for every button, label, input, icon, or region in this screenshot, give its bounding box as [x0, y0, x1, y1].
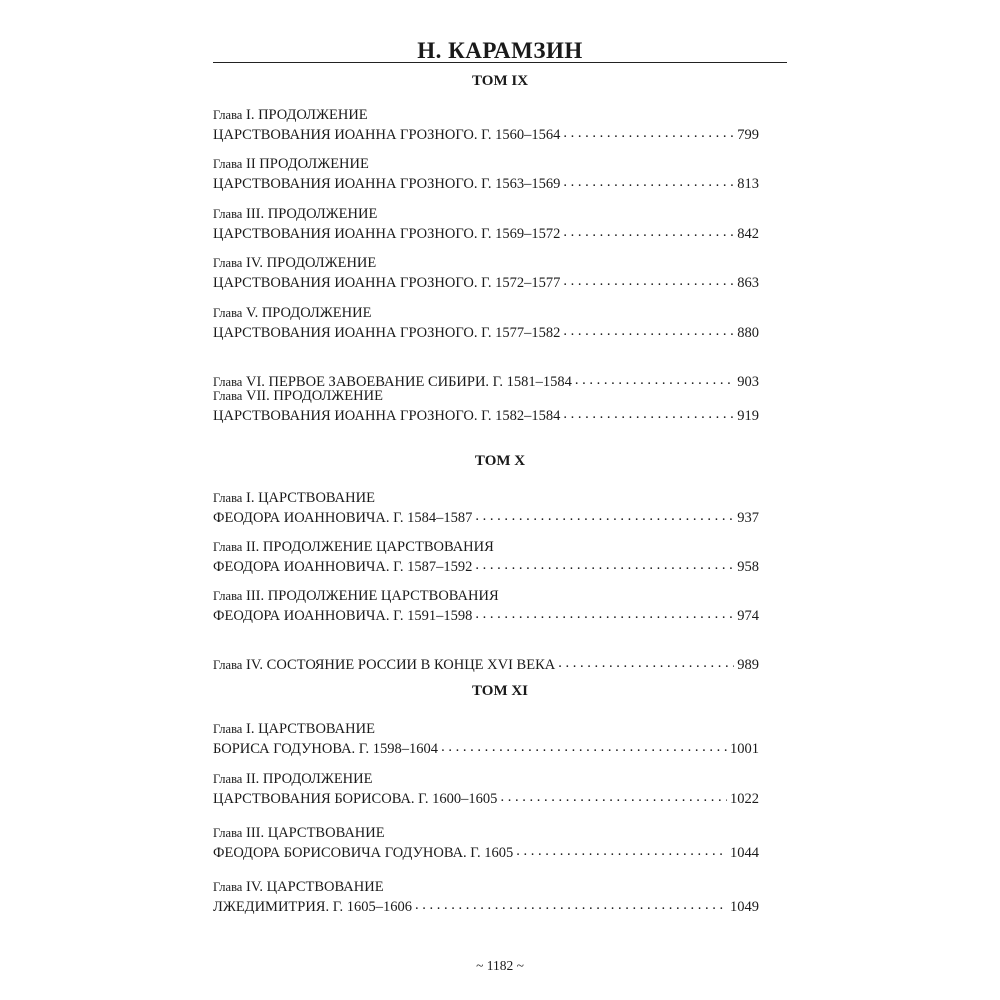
page-header: [213, 38, 787, 64]
chapter-label: I. ЦАРСТВОВАНИЕ: [245, 490, 375, 506]
entry-heading: [213, 878, 759, 896]
entry-page-number: 842: [737, 225, 759, 242]
entry-page-number: 1022: [730, 790, 759, 807]
toc-entry[interactable]: [213, 587, 759, 625]
dot-leader: [475, 556, 734, 571]
entry-title: БОРИСА ГОДУНОВА. Г. 1598–1604: [213, 740, 439, 757]
chapter-label: III. ПРОДОЛЖЕНИЕ ЦАРСТВОВАНИЯ: [245, 588, 499, 604]
toc-entry[interactable]: [213, 304, 759, 342]
entry-heading: [213, 106, 759, 124]
entry-title-line: [213, 124, 759, 144]
entry-title-line: [213, 605, 759, 625]
dot-leader: [575, 371, 734, 386]
entry-title: ЦАРСТВОВАНИЯ ИОАННА ГРОЗНОГО. Г. 1572–1577: [213, 274, 561, 291]
entry-title-line: [213, 223, 759, 243]
dot-leader: [415, 896, 727, 911]
dot-leader: [563, 272, 734, 287]
chapter-label: V. ПРОДОЛЖЕНИЕ: [245, 305, 372, 321]
entry-title: ЛЖЕДИМИТРИЯ. Г. 1605–1606: [213, 898, 412, 915]
entry-title-line: [213, 738, 759, 758]
dot-leader: [475, 605, 734, 620]
chapter-label: VII. ПРОДОЛЖЕНИЕ: [245, 388, 383, 404]
entry-page-number: 958: [737, 558, 759, 575]
dot-leader: [563, 405, 734, 420]
dot-leader: [475, 507, 734, 522]
chapter-label: IV. ЦАРСТВОВАНИЕ: [245, 879, 384, 895]
chapter-label: II. ПРОДОЛЖЕНИЕ: [245, 771, 373, 787]
chapter-label: I. ПРОДОЛЖЕНИЕ: [245, 107, 368, 123]
entry-heading: [213, 155, 759, 173]
entry-title: VI. ПЕРВОЕ ЗАВОЕВАНИЕ СИБИРИ. Г. 1581–1584: [245, 373, 572, 390]
entry-heading: [213, 720, 759, 738]
chapter-label: III. ПРОДОЛЖЕНИЕ: [245, 206, 378, 222]
dot-leader: [563, 223, 734, 238]
entry-heading: [213, 304, 759, 322]
entry-title: IV. СОСТОЯНИЕ РОССИИ В КОНЦЕ XVI ВЕКА: [245, 656, 556, 673]
entry-title: ЦАРСТВОВАНИЯ ИОАННА ГРОЗНОГО. Г. 1560–1564: [213, 126, 561, 143]
dot-leader: [558, 654, 734, 669]
entry-title-line: [213, 788, 759, 808]
entry-heading: [213, 489, 759, 507]
entry-heading: [213, 770, 759, 788]
entry-page-number: 863: [737, 274, 759, 291]
entry-title: ЦАРСТВОВАНИЯ ИОАННА ГРОЗНОГО. Г. 1563–1569: [213, 175, 561, 192]
entry-page-number: 1044: [730, 844, 759, 861]
entry-heading: [213, 387, 759, 405]
glava-label: Глава: [213, 389, 243, 403]
page-number: ~ 1182 ~: [476, 958, 524, 973]
entry-heading: [213, 824, 759, 842]
glava-label: Глава: [213, 722, 243, 736]
entry-title: ЦАРСТВОВАНИЯ ИОАННА ГРОЗНОГО. Г. 1577–1582: [213, 324, 561, 341]
toc-entry[interactable]: [213, 254, 759, 292]
entry-heading: [213, 205, 759, 223]
toc-entry[interactable]: [213, 878, 759, 916]
dot-leader: [500, 788, 727, 803]
dot-leader: [563, 173, 734, 188]
entry-title: ЦАРСТВОВАНИЯ ИОАННА ГРОЗНОГО. Г. 1582–1584: [213, 407, 561, 424]
entry-title: ФЕОДОРА БОРИСОВИЧА ГОДУНОВА. Г. 1605: [213, 844, 514, 861]
glava-label: Глава: [213, 306, 243, 320]
entry-page-number: 919: [737, 407, 759, 424]
author-title: Н. КАРАМЗИН: [417, 38, 583, 63]
glava-label: Глава: [213, 772, 243, 786]
entry-page-number: 799: [737, 126, 759, 143]
dot-leader: [563, 322, 734, 337]
volume-title: ТОМ X: [474, 453, 526, 469]
toc-entry[interactable]: [213, 489, 759, 527]
chapter-label: III. ЦАРСТВОВАНИЕ: [245, 825, 385, 841]
entry-title: ЦАРСТВОВАНИЯ БОРИСОВА. Г. 1600–1605: [213, 790, 498, 807]
toc-entry[interactable]: [213, 824, 759, 862]
entry-page-number: 903: [737, 373, 759, 390]
entry-title-line: [213, 405, 759, 425]
entry-heading: [213, 587, 759, 605]
toc-entry[interactable]: [213, 155, 759, 193]
glava-label: Глава: [213, 207, 243, 221]
glava-label: Глава: [213, 880, 243, 894]
entry-title: ФЕОДОРА ИОАННОВИЧА. Г. 1587–1592: [213, 558, 473, 575]
entry-page-number: 974: [737, 607, 759, 624]
entry-title-line: [213, 507, 759, 527]
glava-label: Глава: [213, 108, 243, 122]
glava-label: Глава: [213, 540, 243, 554]
glava-label: Глава: [213, 657, 243, 672]
chapter-label: IV. ПРОДОЛЖЕНИЕ: [245, 255, 377, 271]
entry-page-number: 989: [737, 656, 759, 673]
volume-title: ТОМ IX: [471, 73, 529, 89]
glava-label: Глава: [213, 826, 243, 840]
entry-title-line: [213, 272, 759, 292]
glava-label: Глава: [213, 589, 243, 603]
chapter-label: II ПРОДОЛЖЕНИЕ: [245, 156, 369, 172]
glava-label: Глава: [213, 491, 243, 505]
chapter-label: I. ЦАРСТВОВАНИЕ: [245, 721, 375, 737]
entry-title-line: [213, 322, 759, 342]
entry-title: ФЕОДОРА ИОАННОВИЧА. Г. 1584–1587: [213, 509, 473, 526]
glava-label: Глава: [213, 374, 243, 389]
entry-page-number: 1049: [730, 898, 759, 915]
header-rule: [213, 62, 787, 63]
toc-entry[interactable]: [213, 720, 759, 758]
entry-heading: [213, 538, 759, 556]
entry-title: ФЕОДОРА ИОАННОВИЧА. Г. 1591–1598: [213, 607, 473, 624]
glava-label: Глава: [213, 256, 243, 270]
toc-entry[interactable]: [213, 205, 759, 243]
dot-leader: [516, 842, 727, 857]
entry-page-number: 880: [737, 324, 759, 341]
dot-leader: [441, 738, 727, 753]
entry-title-line: [213, 896, 759, 916]
entry-title-line: [213, 842, 759, 862]
chapter-label: II. ПРОДОЛЖЕНИЕ ЦАРСТВОВАНИЯ: [245, 539, 494, 555]
entry-page-number: 1001: [730, 740, 759, 757]
toc-entry[interactable]: [213, 654, 759, 674]
entry-title: ЦАРСТВОВАНИЯ ИОАННА ГРОЗНОГО. Г. 1569–1572: [213, 225, 561, 242]
toc-entry[interactable]: [213, 770, 759, 808]
glava-label: Глава: [213, 157, 243, 171]
entry-title-line: [213, 654, 759, 674]
entry-page-number: 813: [737, 175, 759, 192]
volume-title: ТОМ XI: [471, 683, 529, 699]
entry-title-line: [213, 556, 759, 576]
entry-heading: [213, 254, 759, 272]
entry-title-line: [213, 173, 759, 193]
toc-entry[interactable]: [213, 387, 759, 425]
toc-entry[interactable]: [213, 538, 759, 576]
toc-entry[interactable]: [213, 106, 759, 144]
dot-leader: [563, 124, 734, 139]
entry-page-number: 937: [737, 509, 759, 526]
